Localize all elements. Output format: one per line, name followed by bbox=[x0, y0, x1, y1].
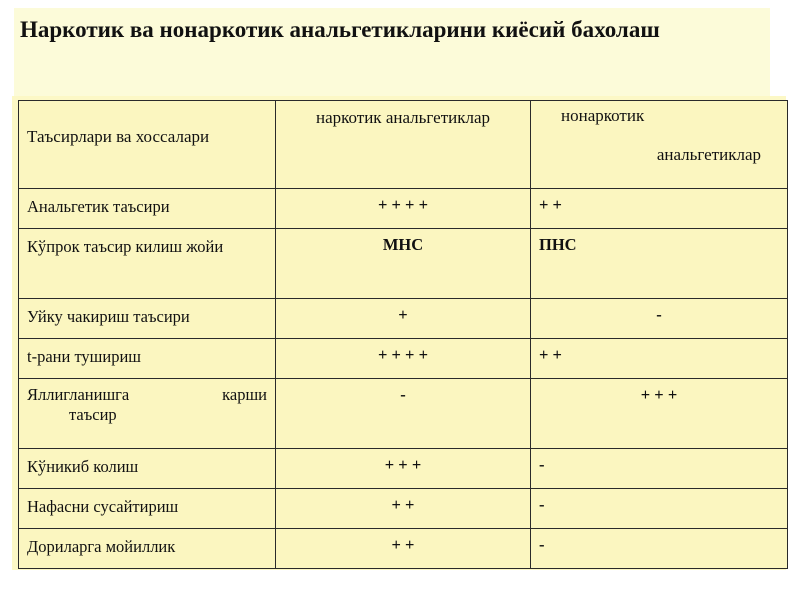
header-nonnarcotic bbox=[531, 101, 788, 189]
narcotic-value bbox=[276, 229, 531, 299]
row-label bbox=[19, 379, 276, 449]
narcotic-value-text: - bbox=[400, 385, 406, 404]
table-row bbox=[19, 489, 788, 529]
row-label-part2: карши bbox=[222, 385, 267, 404]
nonnarcotic-value bbox=[531, 529, 788, 569]
nonnarcotic-value-text: - bbox=[539, 455, 545, 474]
narcotic-value-text: + + bbox=[391, 535, 415, 554]
row-label-justified bbox=[19, 379, 275, 405]
narcotic-value bbox=[276, 299, 531, 339]
row-label-part1: Яллигланишга bbox=[27, 385, 130, 404]
row-label bbox=[19, 449, 276, 489]
row-label-text: Кўникиб колиш bbox=[27, 457, 139, 476]
table-header-row bbox=[19, 101, 788, 189]
table-row bbox=[19, 189, 788, 229]
row-label bbox=[19, 529, 276, 569]
narcotic-value bbox=[276, 339, 531, 379]
nonnarcotic-value-text: + + + bbox=[640, 385, 678, 404]
narcotic-value bbox=[276, 529, 531, 569]
row-label bbox=[19, 339, 276, 379]
row-label bbox=[19, 489, 276, 529]
header-nonnarcotic-label-top: нонаркотик bbox=[561, 106, 645, 125]
table-row bbox=[19, 379, 788, 449]
row-label bbox=[19, 299, 276, 339]
table-row bbox=[19, 229, 788, 299]
narcotic-value-text: МНС bbox=[382, 235, 424, 254]
table-row bbox=[19, 339, 788, 379]
row-label-part3: таъсир bbox=[69, 405, 117, 424]
header-nonnarcotic-label-bottom: анальгетиклар bbox=[656, 145, 761, 164]
narcotic-value bbox=[276, 189, 531, 229]
row-label-text: Кўпрок таъсир килиш жойи bbox=[27, 237, 224, 256]
nonnarcotic-value bbox=[531, 299, 788, 339]
header-narcotic bbox=[276, 101, 531, 189]
header-narcotic-label: наркотик анальгетиклар bbox=[315, 108, 491, 127]
comparison-table bbox=[18, 100, 788, 569]
row-label-text: t-рани тушириш bbox=[27, 347, 142, 366]
narcotic-value-text: + + bbox=[391, 495, 415, 514]
nonnarcotic-value-text: ПНС bbox=[539, 235, 577, 254]
narcotic-value-text: + bbox=[398, 305, 408, 324]
row-label-text: Нафасни сусайтириш bbox=[27, 497, 179, 516]
nonnarcotic-value-text: - bbox=[539, 535, 545, 554]
header-properties bbox=[19, 101, 276, 189]
nonnarcotic-value-text: - bbox=[539, 495, 545, 514]
nonnarcotic-value-text: + + bbox=[539, 195, 562, 214]
header-properties-label: Таъсирлари ва хоссалари bbox=[27, 127, 210, 146]
nonnarcotic-value bbox=[531, 449, 788, 489]
row-label-text: Дориларга мойиллик bbox=[27, 537, 176, 556]
narcotic-value-text: + + + + bbox=[378, 195, 428, 214]
narcotic-value bbox=[276, 449, 531, 489]
nonnarcotic-value bbox=[531, 189, 788, 229]
nonnarcotic-value bbox=[531, 379, 788, 449]
row-label-text: Уйку чакириш таъсири bbox=[27, 307, 190, 326]
nonnarcotic-value bbox=[531, 489, 788, 529]
page-title: Наркотик ва нонаркотик анальгетикларини киёсий бахолаш bbox=[20, 17, 660, 42]
nonnarcotic-value bbox=[531, 229, 788, 299]
table-row bbox=[19, 299, 788, 339]
narcotic-value-text: + + + bbox=[384, 455, 422, 474]
narcotic-value bbox=[276, 379, 531, 449]
row-label bbox=[19, 229, 276, 299]
narcotic-value-text: + + + + bbox=[378, 345, 428, 364]
row-label-text: Анальгетик таъсири bbox=[27, 197, 170, 216]
nonnarcotic-value-text: - bbox=[656, 305, 662, 324]
nonnarcotic-value bbox=[531, 339, 788, 379]
narcotic-value bbox=[276, 489, 531, 529]
table-row bbox=[19, 449, 788, 489]
row-label bbox=[19, 189, 276, 229]
table-row bbox=[19, 529, 788, 569]
nonnarcotic-value-text: + + bbox=[539, 345, 562, 364]
